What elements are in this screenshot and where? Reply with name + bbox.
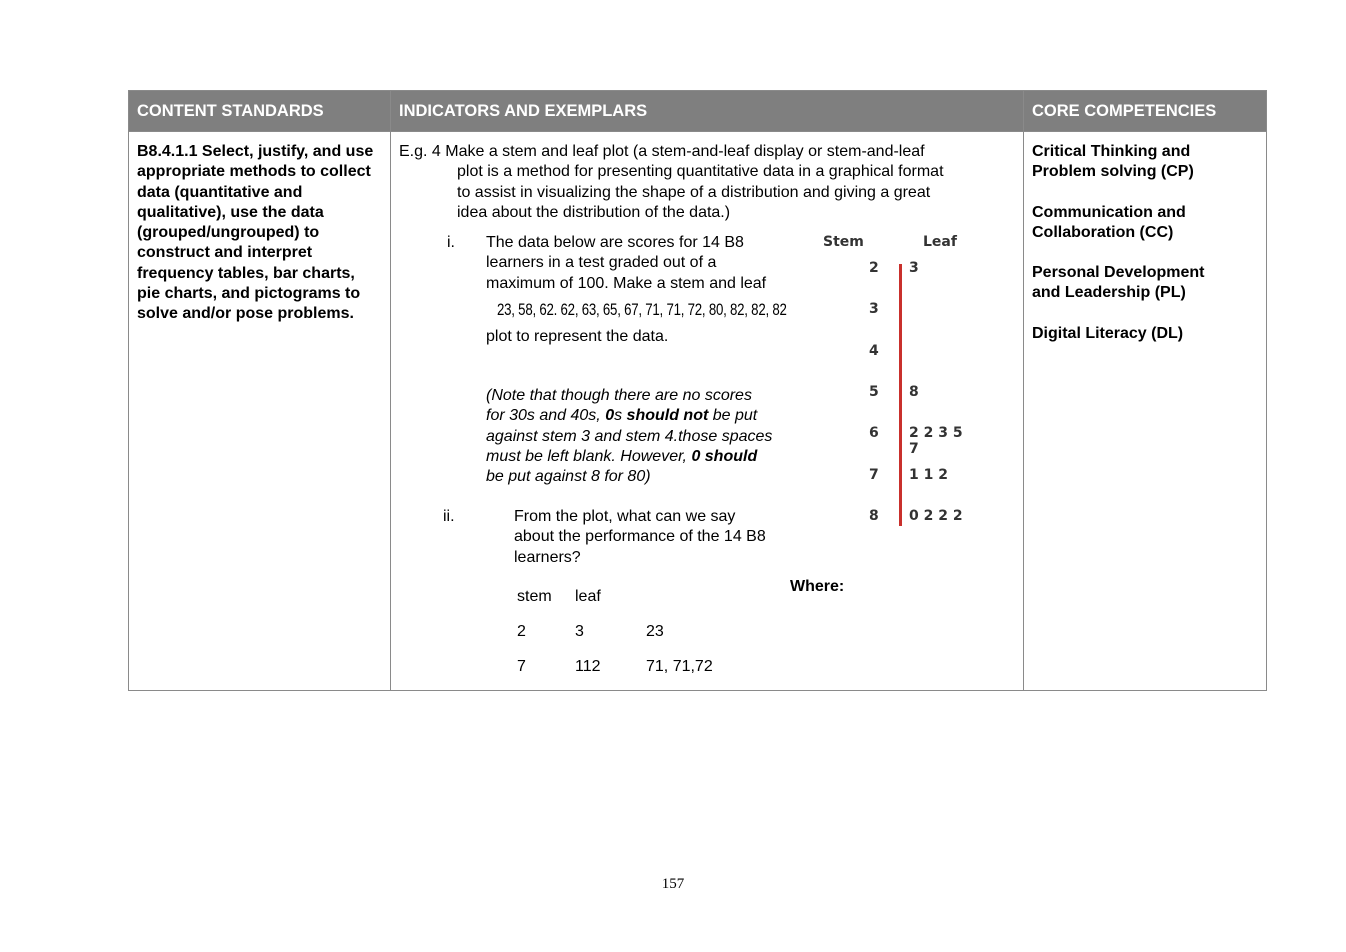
plot-leaf-value: 1 1 2 <box>909 466 948 483</box>
item-i-line-3: maximum of 100. Make a stem and leaf <box>486 274 767 292</box>
item-ii-line-2: about the performance of the 14 B8 <box>514 528 766 546</box>
item-ii-line-3: learners? <box>514 548 581 566</box>
legend-row-stem: 7 <box>517 658 526 675</box>
note-line-5: be put against 8 for 80) <box>486 468 651 486</box>
item-ii-marker: ii. <box>443 508 455 525</box>
content-standards-cell <box>129 132 391 691</box>
core-competency-item: Personal Development and Leadership (PL) <box>1032 264 1205 302</box>
note-line-1: (Note that though there are no scores <box>486 387 752 404</box>
core-competency-item: Critical Thinking and Problem solving (CP) <box>1032 143 1194 181</box>
note-line-3: against stem 3 and stem 4.those spaces <box>486 427 773 445</box>
scores-data: 23, 58, 62. 62, 63, 65, 67, 71, 71, 72, 80, 82, 82, 82 <box>497 300 787 319</box>
note-line-4 <box>486 447 826 467</box>
plot-leaf-value: 2 2 3 5 7 <box>909 425 963 458</box>
item-i-text <box>486 233 816 294</box>
legend-row-stem: 2 <box>517 623 526 640</box>
intro-line-2: plot is a method for presenting quantitative data in a graphical format <box>457 163 944 181</box>
plot-divider-bar <box>899 264 902 526</box>
item-i-line-2: learners in a test graded out of a <box>486 254 717 272</box>
intro-line-1: E.g. 4 Make a stem and leaf plot (a stem-and-leaf display or stem-and-leaf <box>399 143 925 160</box>
where-label: Where: <box>790 578 845 595</box>
plot-stem-value: 2 <box>869 260 879 276</box>
note-line-2 <box>486 406 826 426</box>
note-bold-zero-should: 0 should <box>691 447 758 465</box>
header-row <box>129 91 1267 132</box>
core-competency-item: Communication and Collaboration (CC) <box>1032 203 1186 241</box>
content-row <box>129 132 1267 691</box>
exemplar-block <box>391 132 1023 690</box>
header-indicators: INDICATORS AND EXEMPLARS <box>391 91 1024 132</box>
note-text: must be left blank. However, <box>486 447 692 465</box>
intro-line-3: to assist in visualizing the shape of a distribution and giving a great <box>457 183 931 201</box>
page-number: 157 <box>661 876 685 892</box>
note-block <box>486 386 826 487</box>
legend-stem-header: stem <box>517 588 552 605</box>
legend-leaf-header: leaf <box>575 588 601 605</box>
note-text: be put <box>708 407 758 425</box>
plot-leaf-value: 8 <box>909 383 919 400</box>
plot-leaf-value: 0 2 2 2 <box>909 507 963 524</box>
core-competencies-cell <box>1024 132 1267 691</box>
plot-stem-value: 4 <box>869 342 879 359</box>
legend-row-leaf: 112 <box>575 658 601 675</box>
legend-row-leaf: 3 <box>575 623 584 640</box>
core-competency-item: Digital Literacy (DL) <box>1032 324 1184 342</box>
intro-line-4: idea about the distribution of the data.) <box>457 203 731 221</box>
plot-stem-header: Stem <box>823 234 864 250</box>
stem-leaf-plot <box>821 232 971 532</box>
plot-stem-value: 7 <box>869 466 879 483</box>
plot-stem-value: 8 <box>869 507 879 524</box>
plot-stem-value: 6 <box>869 425 879 442</box>
item-i-line-4: plot to represent the data. <box>486 328 669 345</box>
plot-stem-value: 3 <box>869 301 879 318</box>
plot-leaf-value: 3 <box>909 260 919 276</box>
item-i-line-1: The data below are scores for 14 B8 <box>486 234 744 251</box>
header-content-standards: CONTENT STANDARDS <box>129 91 391 132</box>
note-bold-should-not: should not <box>626 407 709 425</box>
legend-row-value: 23 <box>646 623 664 640</box>
item-i-marker: i. <box>447 234 455 251</box>
note-text: for 30s and 40s, <box>486 407 606 425</box>
note-text: s <box>614 407 627 425</box>
item-ii-text <box>514 507 834 568</box>
item-ii-line-1: From the plot, what can we say <box>514 508 736 525</box>
header-core-competencies: CORE COMPETENCIES <box>1024 91 1267 132</box>
legend-row-value: 71, 71,72 <box>646 658 713 675</box>
note-bold-zero: 0 <box>605 407 615 425</box>
curriculum-table <box>128 90 1267 691</box>
exemplar-intro <box>399 142 999 223</box>
plot-leaf-header: Leaf <box>923 234 957 250</box>
indicators-cell <box>391 132 1024 691</box>
plot-stem-value: 5 <box>869 383 879 400</box>
content-standard-text: B8.4.1.1 Select, justify, and use appropriate methods to collect data (quantitative and qualitative), use the data (grouped/ungrouped) to construct and interpret frequency tables, bar charts, pie charts, and pictograms to solve and/or pose problems. <box>137 143 374 323</box>
